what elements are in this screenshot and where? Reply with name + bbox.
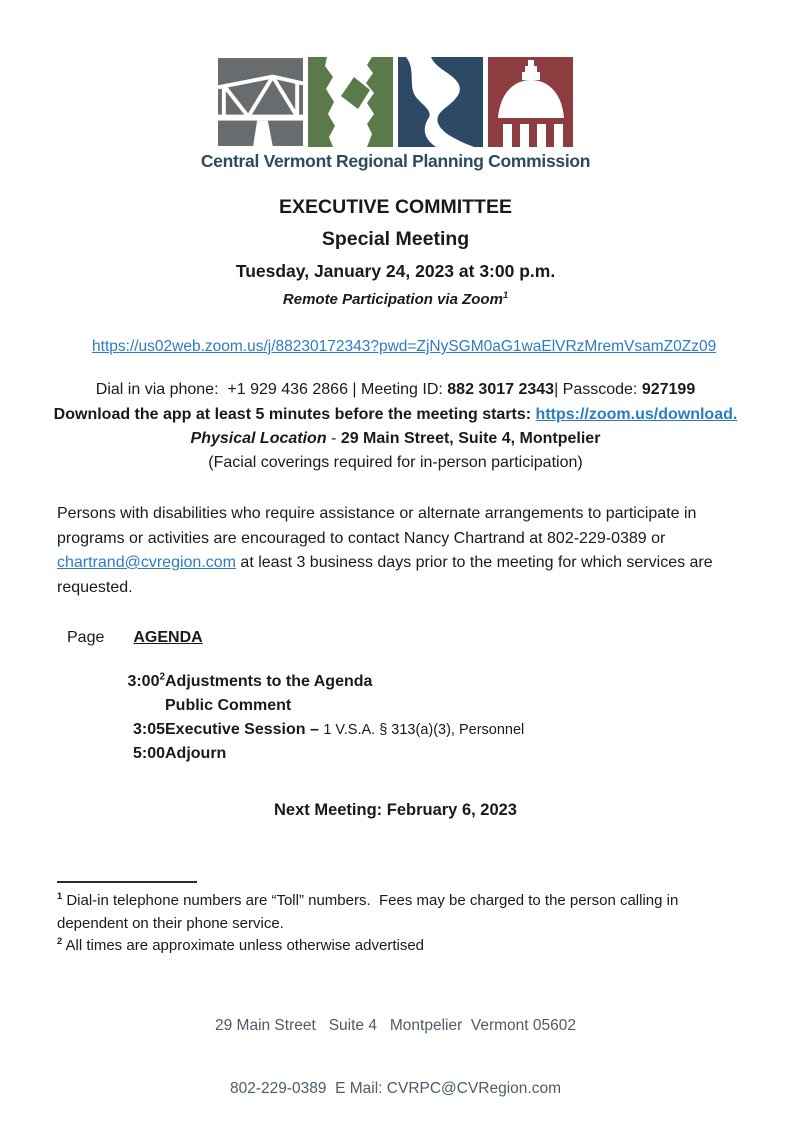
agenda-item-time: 5:00 xyxy=(132,745,165,762)
physical-location-line xyxy=(0,430,791,448)
agenda-row xyxy=(57,670,524,694)
cvrpc-logo xyxy=(0,0,791,172)
vermont-map-icon xyxy=(308,57,393,147)
download-text: Download the app at least 5 minutes before the meeting starts: xyxy=(53,406,536,423)
agenda-row xyxy=(57,694,524,718)
zoom-link-line xyxy=(0,320,791,374)
footnotes xyxy=(57,881,746,958)
passcode-label: | Passcode: xyxy=(554,381,642,398)
accessibility-paragraph xyxy=(57,502,735,600)
footer-contact: 802-229-0389 E Mail: CVRPC@CVRegion.com xyxy=(229,1080,562,1097)
zoom-download-link[interactable]: https://zoom.us/download. xyxy=(535,406,738,423)
remote-participation-label: Remote Participation via Zoom xyxy=(282,291,503,308)
river-icon xyxy=(398,57,483,147)
footnote-2: $^2$ All times are approximate unless otherwise advertised xyxy=(57,936,425,954)
email-link[interactable]: chartrand@cvregion.com xyxy=(57,554,236,571)
page-label: Page xyxy=(67,629,105,646)
footer-address: 29 Main Street Suite 4 Montpelier Vermont 05602 xyxy=(214,1017,576,1034)
meeting-id: 882 3017 2343 xyxy=(447,381,555,398)
location-separator: - xyxy=(326,430,341,447)
download-line xyxy=(0,406,791,424)
agenda-row xyxy=(57,718,524,742)
zoom-join-link[interactable]: https://us02web.zoom.us/j/88230172343?pwd=ZjNySGM0aG1waElVRzMremVsamZ0Zz09 xyxy=(92,338,717,355)
logo-panels xyxy=(0,57,791,147)
committee-title: EXECUTIVE COMMITTEE xyxy=(279,196,512,218)
footnote-1: $^1$ Dial-in telephone numbers are “Toll” numbers. Fees may be charged to the person calling in dependent on their phone service. xyxy=(57,891,683,932)
dial-in-line xyxy=(0,381,791,399)
footnote-ref-1: 1 xyxy=(502,290,509,300)
agenda-item-time: $3:00^2$ xyxy=(127,671,165,690)
meeting-datetime: Tuesday, January 24, 2023 at 3:00 p.m. xyxy=(235,261,556,281)
agenda-row xyxy=(57,742,524,766)
agenda-item-time: 3:05 xyxy=(132,721,165,738)
agenda-item-title: Public Comment xyxy=(165,697,292,714)
agenda-item-time xyxy=(57,694,165,718)
dial-in-prefix: Dial in via phone: +1 929 436 2866 | Meeting ID: xyxy=(95,381,448,398)
capitol-dome-icon xyxy=(488,57,573,147)
agenda-item-title: Adjustments to the Agenda xyxy=(165,673,373,690)
org-name: Central Vermont Regional Planning Commission xyxy=(200,151,591,171)
meeting-type: Special Meeting xyxy=(321,228,470,250)
next-meeting: Next Meeting: February 6, 2023 xyxy=(273,801,517,819)
facial-coverings-note: (Facial coverings required for in-person participation) xyxy=(208,454,583,471)
location-address: 29 Main Street, Suite 4, Montpelier xyxy=(340,430,601,447)
accessibility-text-after: at least 3 business days prior to the meeting for which services are requested. xyxy=(57,554,718,596)
remote-participation-line xyxy=(0,291,791,308)
agenda-item-title: Adjourn xyxy=(165,745,227,762)
agenda-item-title: Executive Session – 1 V.S.A. § 313(a)(3), Personnel xyxy=(165,721,525,738)
agenda-header xyxy=(67,629,791,647)
agenda-title: AGENDA xyxy=(133,629,203,646)
footnote-ref-2: 2 xyxy=(159,671,165,683)
footnote-separator-rule xyxy=(57,881,197,883)
title-block xyxy=(0,196,791,308)
passcode: 927199 xyxy=(641,381,696,398)
accessibility-text-before: Persons with disabilities who require assistance or alternate arrangements to participate in programs or activities are encouraged to contact Nancy Chartrand at 802-229-0389 or xyxy=(57,505,701,547)
agenda-table xyxy=(57,670,524,766)
bridge-icon xyxy=(218,57,303,147)
document-footer xyxy=(0,973,791,1141)
physical-location-label: Physical Location xyxy=(190,430,327,447)
